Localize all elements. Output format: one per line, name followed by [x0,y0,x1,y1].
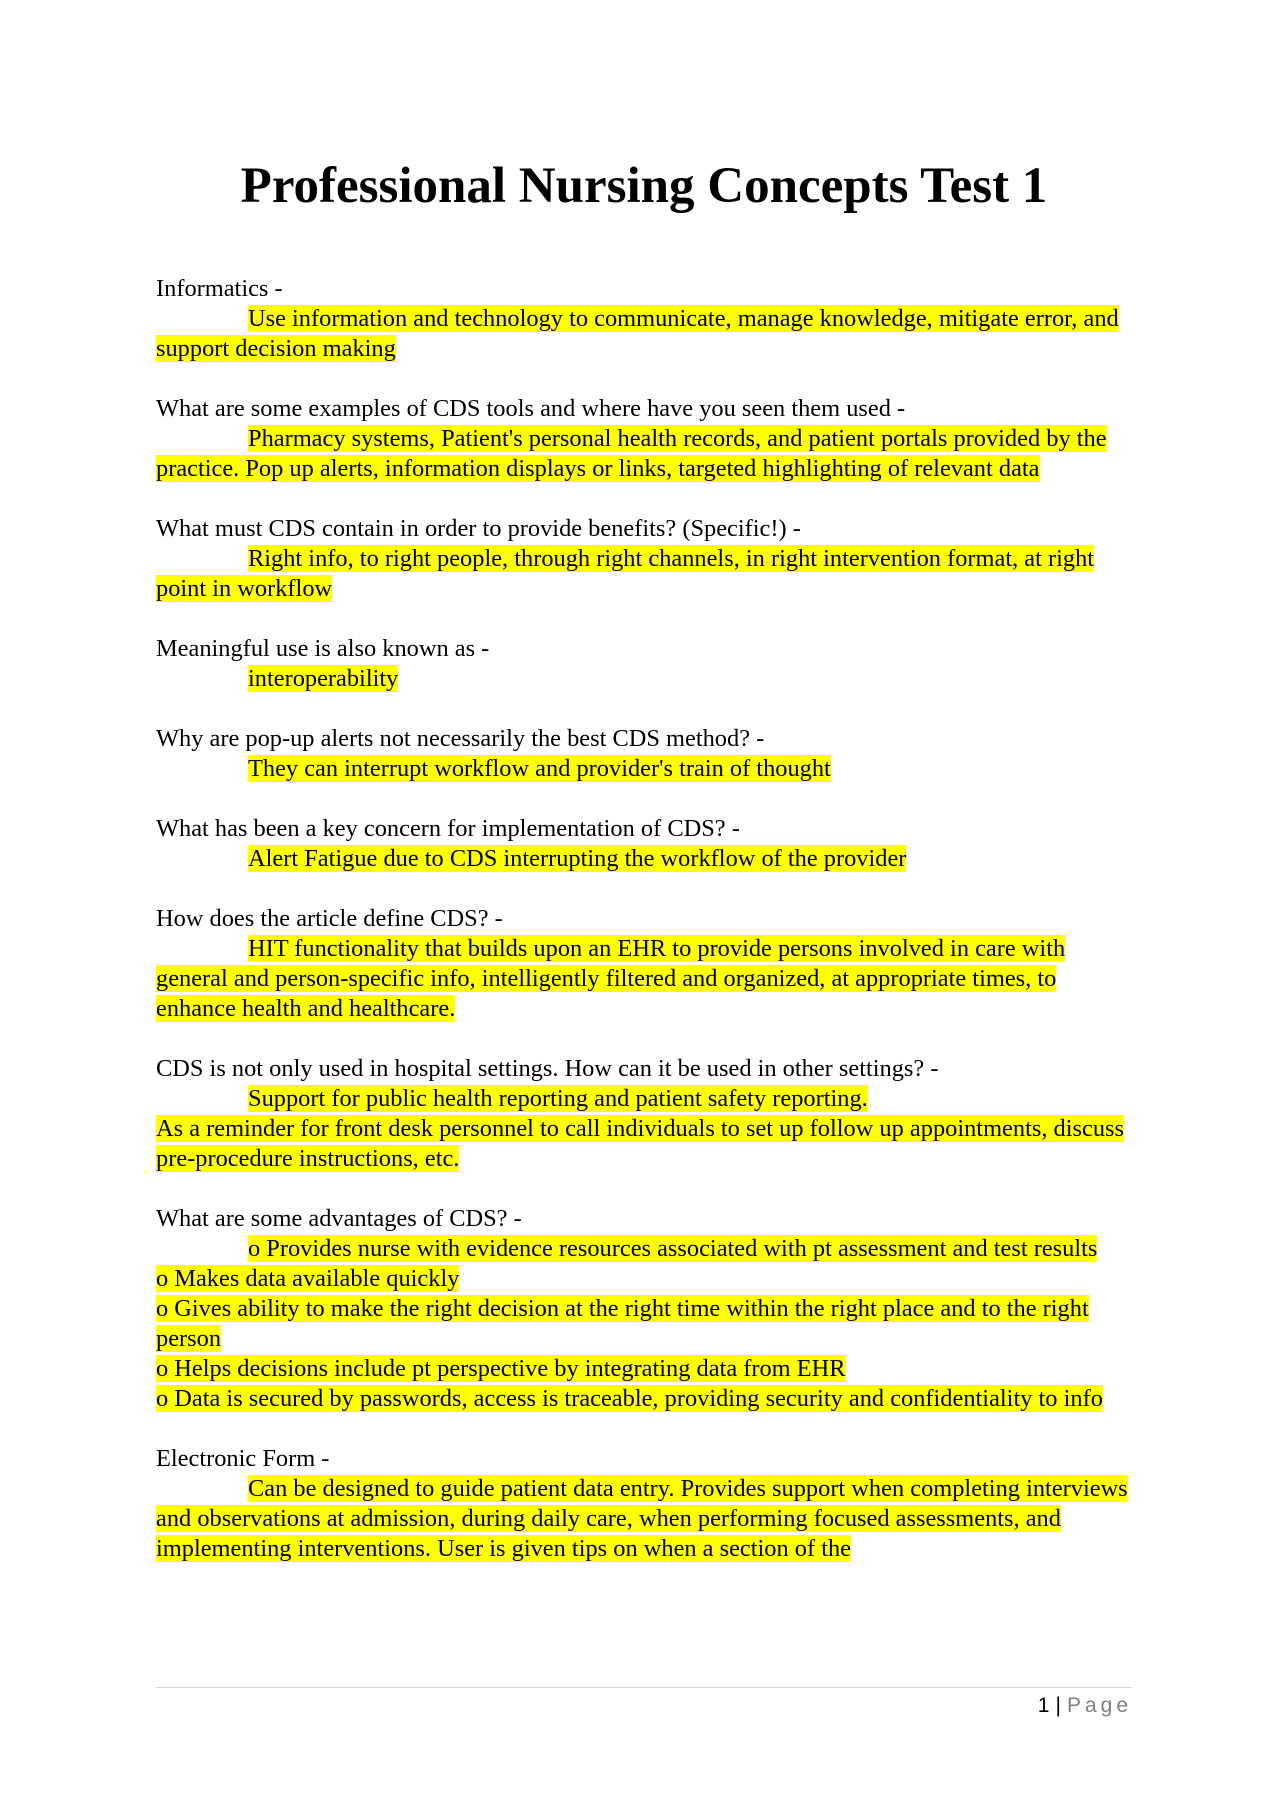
answer-highlight: They can interrupt workflow and provider's train of thought [248,755,831,782]
answer-highlight: o Helps decisions include pt perspective by integrating data from EHR [156,1355,846,1382]
answer-continuation [156,1294,1132,1354]
qa-entry [156,514,1132,604]
page-label: Page [1066,1694,1132,1717]
answer-text [156,754,1132,784]
footer-divider [156,1687,1132,1688]
question-text: Meaningful use is also known as - [156,635,490,662]
qa-entry [156,394,1132,484]
question-text: How does the article define CDS? - [156,905,503,932]
answer-text [156,844,1132,874]
page-number: 1 [1037,1694,1050,1717]
question-text: What are some examples of CDS tools and where have you seen them used - [156,395,906,422]
qa-entry [156,814,1132,874]
answer-highlight: Can be designed to guide patient data entry. Provides support when completing interviews and observations at admission, during daily care, when performing focused assessments, and implementing interventions. User is given tips on when a section of the [156,1475,1128,1562]
answer-highlight: o Provides nurse with evidence resources associated with pt assessment and test results [248,1235,1098,1262]
answer-highlight: Use information and technology to communicate, manage knowledge, mitigate error, and support decision making [156,305,1119,362]
answer-highlight: interoperability [248,665,399,692]
answer-text [156,424,1132,484]
qa-entry [156,634,1132,694]
qa-entry [156,1054,1132,1174]
answer-highlight: Pharmacy systems, Patient's personal health records, and patient portals provided by the practice. Pop up alerts, information displays or links, targeted highlighting of relevant data [156,425,1107,482]
answer-highlight: As a reminder for front desk personnel to call individuals to set up follow up appointments, discuss pre-procedure instructions, etc. [156,1115,1125,1172]
answer-highlight: o Data is secured by passwords, access is traceable, providing security and confidentiality to info [156,1385,1103,1412]
qa-entry [156,1444,1132,1564]
footer-separator: | [1055,1694,1061,1717]
qa-entry [156,904,1132,1024]
answer-text [156,304,1132,364]
qa-entry [156,724,1132,784]
answer-continuation [156,1354,1132,1384]
answer-text [156,1084,1132,1114]
qa-entry [156,1204,1132,1414]
answer-highlight: o Gives ability to make the right decision at the right time within the right place and to the right person [156,1295,1089,1352]
answer-text [156,934,1132,1024]
answer-text [156,1474,1132,1564]
answer-continuation [156,1264,1132,1294]
answer-highlight: Alert Fatigue due to CDS interrupting the workflow of the provider [248,845,907,872]
answer-text [156,544,1132,604]
question-text: What must CDS contain in order to provide benefits? (Specific!) - [156,515,801,542]
page-title: Professional Nursing Concepts Test 1 [240,158,1048,214]
answer-highlight: HIT functionality that builds upon an EHR to provide persons involved in care with general and person-specific info, intelligently filtered and organized, at appropriate times, to enhance health and healthcare. [156,935,1066,1022]
qa-entry [156,274,1132,364]
page-footer [1038,1692,1132,1720]
question-text: Why are pop-up alerts not necessarily the best CDS method? - [156,725,765,752]
answer-highlight: o Makes data available quickly [156,1265,460,1292]
answer-highlight: Support for public health reporting and patient safety reporting. [248,1085,868,1112]
question-text: Informatics - [156,275,283,302]
answer-highlight: Right info, to right people, through right channels, in right intervention format, at right point in workflow [156,545,1095,602]
answer-text [156,1234,1132,1264]
qa-list [156,274,1132,1594]
question-text: What are some advantages of CDS? - [156,1205,522,1232]
question-text: What has been a key concern for implementation of CDS? - [156,815,740,842]
question-text: CDS is not only used in hospital settings. How can it be used in other settings? - [156,1055,939,1082]
answer-continuation [156,1114,1132,1174]
question-text: Electronic Form - [156,1445,330,1472]
answer-text [156,664,1132,694]
answer-continuation [156,1384,1132,1414]
